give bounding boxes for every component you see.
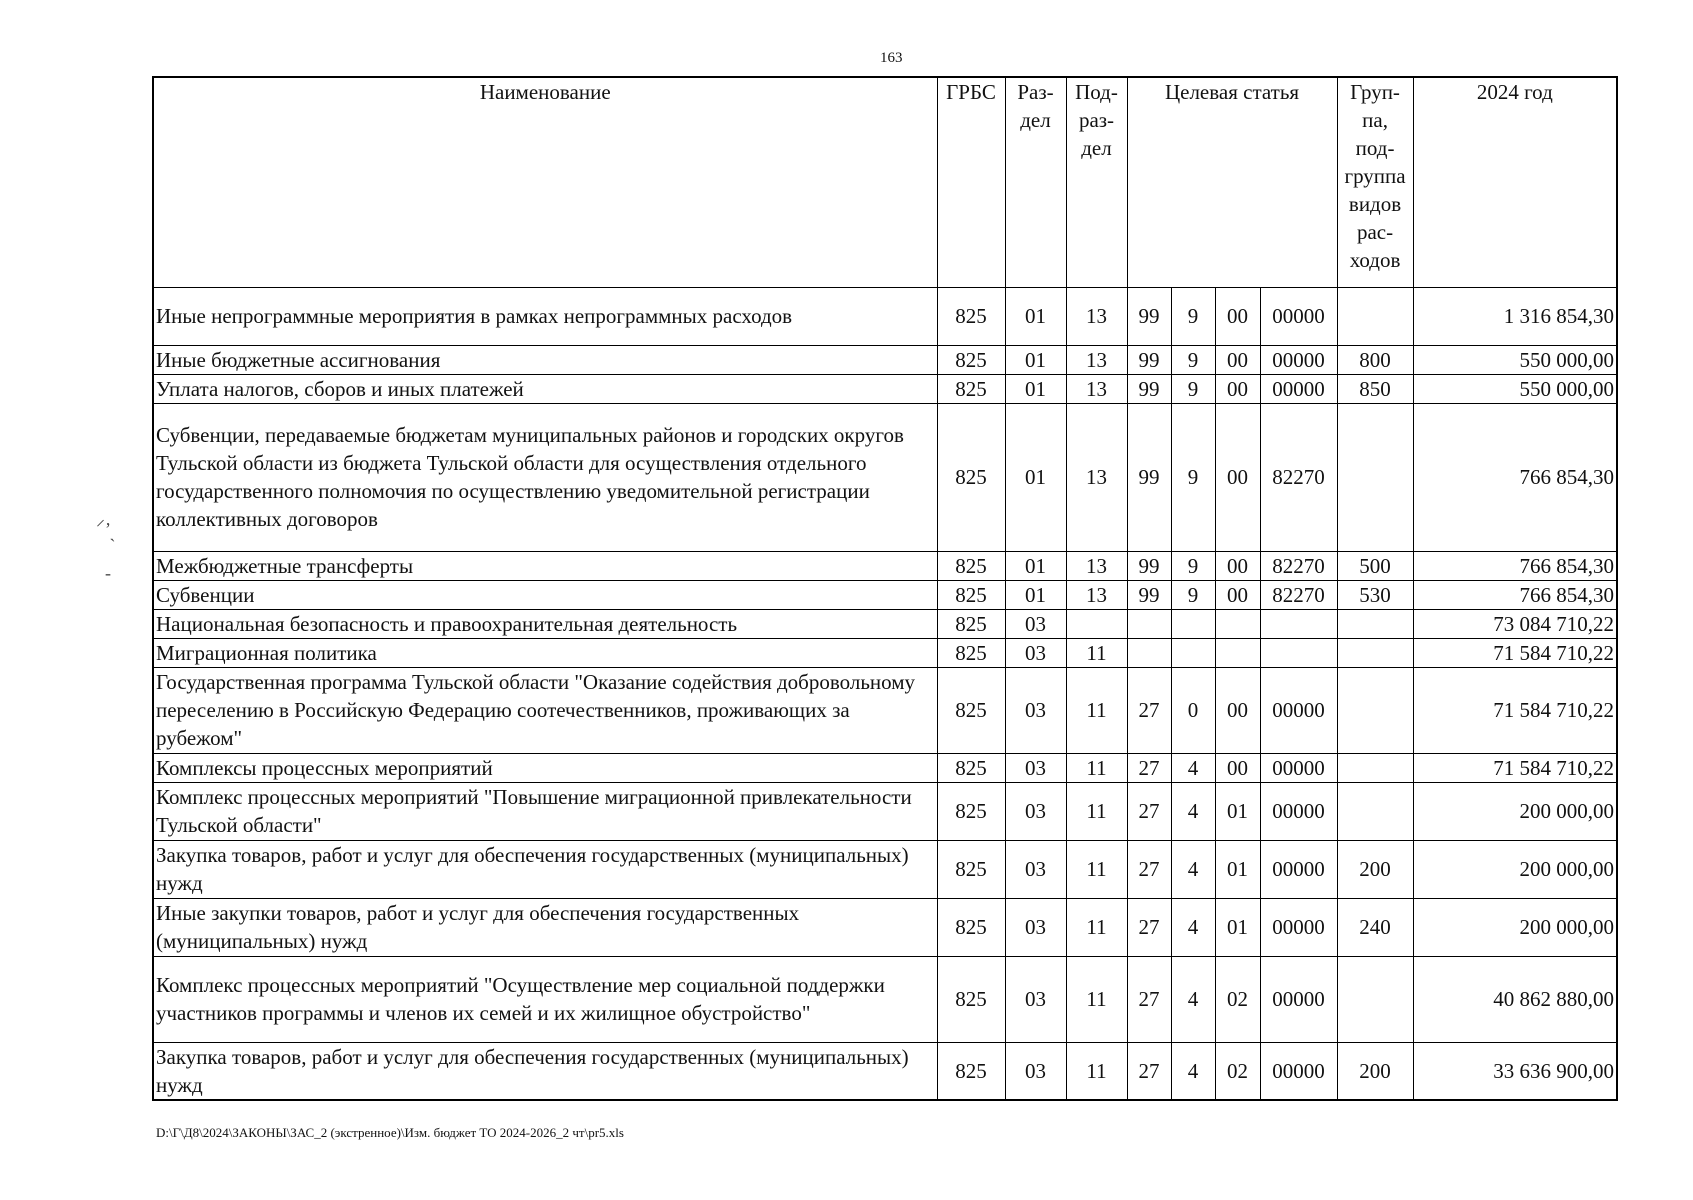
row-name: Уплата налогов, сборов и иных платежей xyxy=(153,374,937,403)
row-podrazdel: 13 xyxy=(1066,580,1127,609)
row-target-direction: 00000 xyxy=(1260,840,1337,898)
row-target-subprogram: 4 xyxy=(1171,1042,1215,1100)
row-razdel: 03 xyxy=(1005,782,1066,840)
row-razdel: 03 xyxy=(1005,753,1066,782)
row-target-program: 99 xyxy=(1127,551,1171,580)
table-row xyxy=(153,374,1617,403)
table-row xyxy=(153,667,1617,753)
row-amount: 1 316 854,30 xyxy=(1413,287,1617,345)
row-amount: 73 084 710,22 xyxy=(1413,609,1617,638)
row-target-subprogram: 4 xyxy=(1171,753,1215,782)
row-expense-group: 200 xyxy=(1337,840,1413,898)
row-expense-group: 500 xyxy=(1337,551,1413,580)
row-amount: 40 862 880,00 xyxy=(1413,956,1617,1042)
row-target-program: 27 xyxy=(1127,956,1171,1042)
row-expense-group: 850 xyxy=(1337,374,1413,403)
row-name: Иные непрограммные мероприятия в рамках непрограммных расходов xyxy=(153,287,937,345)
row-target-subprogram: 9 xyxy=(1171,551,1215,580)
row-razdel: 01 xyxy=(1005,345,1066,374)
row-target-event: 01 xyxy=(1215,840,1260,898)
row-amount: 33 636 900,00 xyxy=(1413,1042,1617,1100)
row-target-subprogram: 4 xyxy=(1171,898,1215,956)
header-razdel: Раз- дел xyxy=(1005,77,1066,287)
row-target-direction: 82270 xyxy=(1260,403,1337,551)
row-podrazdel: 13 xyxy=(1066,403,1127,551)
row-amount: 766 854,30 xyxy=(1413,551,1617,580)
row-expense-group xyxy=(1337,956,1413,1042)
row-razdel: 01 xyxy=(1005,403,1066,551)
row-target-subprogram: 9 xyxy=(1171,345,1215,374)
row-razdel: 03 xyxy=(1005,609,1066,638)
row-target-direction: 00000 xyxy=(1260,898,1337,956)
row-name: Комплекс процессных мероприятий "Повышение миграционной привлекательности Тульской области" xyxy=(153,782,937,840)
table-body xyxy=(153,287,1617,1100)
row-target-event xyxy=(1215,638,1260,667)
row-target-direction xyxy=(1260,609,1337,638)
row-amount: 766 854,30 xyxy=(1413,580,1617,609)
row-target-event: 00 xyxy=(1215,580,1260,609)
row-target-event: 00 xyxy=(1215,667,1260,753)
row-target-subprogram: 9 xyxy=(1171,374,1215,403)
row-podrazdel: 11 xyxy=(1066,753,1127,782)
row-razdel: 03 xyxy=(1005,840,1066,898)
row-podrazdel: 11 xyxy=(1066,1042,1127,1100)
row-razdel: 03 xyxy=(1005,667,1066,753)
table-row xyxy=(153,609,1617,638)
row-expense-group xyxy=(1337,287,1413,345)
row-target-direction: 82270 xyxy=(1260,551,1337,580)
row-expense-group xyxy=(1337,753,1413,782)
row-name: Субвенции, передаваемые бюджетам муниципальных районов и городских округов Тульской области из бюджета Тульской области для осуществления отдельного государственного полномочия по осуществлению уведомительной регистрации коллективных договоров xyxy=(153,403,937,551)
budget-table xyxy=(152,76,1618,1101)
row-amount: 550 000,00 xyxy=(1413,374,1617,403)
row-grbs: 825 xyxy=(937,345,1005,374)
row-target-event xyxy=(1215,609,1260,638)
row-target-event: 00 xyxy=(1215,374,1260,403)
row-target-subprogram xyxy=(1171,638,1215,667)
row-name: Иные закупки товаров, работ и услуг для обеспечения государственных (муниципальных) нужд xyxy=(153,898,937,956)
row-razdel: 01 xyxy=(1005,580,1066,609)
row-expense-group: 200 xyxy=(1337,1042,1413,1100)
row-name: Закупка товаров, работ и услуг для обеспечения государственных (муниципальных) нужд xyxy=(153,1042,937,1100)
row-target-subprogram: 9 xyxy=(1171,403,1215,551)
row-target-program: 27 xyxy=(1127,753,1171,782)
row-name: Комплекс процессных мероприятий "Осуществление мер социальной поддержки участников программы и членов их семей и их жилищное обустройство" xyxy=(153,956,937,1042)
table-row xyxy=(153,782,1617,840)
header-year: 2024 год xyxy=(1413,77,1617,287)
row-expense-group xyxy=(1337,782,1413,840)
row-grbs: 825 xyxy=(937,898,1005,956)
row-expense-group xyxy=(1337,667,1413,753)
row-grbs: 825 xyxy=(937,638,1005,667)
row-name: Субвенции xyxy=(153,580,937,609)
row-grbs: 825 xyxy=(937,1042,1005,1100)
row-target-direction: 00000 xyxy=(1260,782,1337,840)
row-target-program: 27 xyxy=(1127,782,1171,840)
page-number: 163 xyxy=(880,50,903,66)
row-razdel: 01 xyxy=(1005,551,1066,580)
row-target-event: 00 xyxy=(1215,403,1260,551)
row-name: Миграционная политика xyxy=(153,638,937,667)
row-razdel: 01 xyxy=(1005,374,1066,403)
row-target-program: 27 xyxy=(1127,667,1171,753)
header-group: Груп- па, под- группа видов рас- ходов xyxy=(1337,77,1413,287)
row-podrazdel: 11 xyxy=(1066,898,1127,956)
row-expense-group xyxy=(1337,609,1413,638)
row-grbs: 825 xyxy=(937,782,1005,840)
row-target-event: 02 xyxy=(1215,956,1260,1042)
row-name: Комплексы процессных мероприятий xyxy=(153,753,937,782)
row-grbs: 825 xyxy=(937,667,1005,753)
row-expense-group xyxy=(1337,638,1413,667)
row-target-direction: 00000 xyxy=(1260,667,1337,753)
table-row xyxy=(153,345,1617,374)
row-razdel: 03 xyxy=(1005,638,1066,667)
row-amount: 200 000,00 xyxy=(1413,782,1617,840)
row-target-program xyxy=(1127,609,1171,638)
row-podrazdel: 11 xyxy=(1066,667,1127,753)
row-target-event: 00 xyxy=(1215,753,1260,782)
row-grbs: 825 xyxy=(937,840,1005,898)
row-target-event: 01 xyxy=(1215,782,1260,840)
row-grbs: 825 xyxy=(937,403,1005,551)
row-target-direction: 00000 xyxy=(1260,956,1337,1042)
table-row xyxy=(153,898,1617,956)
row-target-subprogram: 4 xyxy=(1171,782,1215,840)
row-target-subprogram: 0 xyxy=(1171,667,1215,753)
table-row xyxy=(153,287,1617,345)
row-target-direction: 00000 xyxy=(1260,287,1337,345)
row-target-program: 99 xyxy=(1127,287,1171,345)
table-row xyxy=(153,551,1617,580)
row-target-program: 27 xyxy=(1127,898,1171,956)
row-podrazdel xyxy=(1066,609,1127,638)
row-expense-group: 800 xyxy=(1337,345,1413,374)
row-target-event: 01 xyxy=(1215,898,1260,956)
row-target-direction xyxy=(1260,638,1337,667)
row-target-program: 27 xyxy=(1127,840,1171,898)
row-target-event: 00 xyxy=(1215,287,1260,345)
table-row xyxy=(153,753,1617,782)
row-target-program xyxy=(1127,638,1171,667)
row-razdel: 01 xyxy=(1005,287,1066,345)
row-razdel: 03 xyxy=(1005,898,1066,956)
header-podrazdel: Под- раз- дел xyxy=(1066,77,1127,287)
table-row xyxy=(153,638,1617,667)
row-target-subprogram: 9 xyxy=(1171,580,1215,609)
row-target-event: 02 xyxy=(1215,1042,1260,1100)
row-name: Закупка товаров, работ и услуг для обеспечения государственных (муниципальных) нужд xyxy=(153,840,937,898)
row-grbs: 825 xyxy=(937,753,1005,782)
row-target-direction: 00000 xyxy=(1260,345,1337,374)
row-name: Межбюджетные трансферты xyxy=(153,551,937,580)
row-podrazdel: 11 xyxy=(1066,638,1127,667)
row-podrazdel: 11 xyxy=(1066,782,1127,840)
header-grbs: ГРБС xyxy=(937,77,1005,287)
row-podrazdel: 13 xyxy=(1066,551,1127,580)
row-expense-group: 240 xyxy=(1337,898,1413,956)
row-target-program: 99 xyxy=(1127,403,1171,551)
row-target-direction: 82270 xyxy=(1260,580,1337,609)
row-amount: 71 584 710,22 xyxy=(1413,667,1617,753)
row-podrazdel: 13 xyxy=(1066,287,1127,345)
row-target-subprogram: 4 xyxy=(1171,840,1215,898)
row-grbs: 825 xyxy=(937,609,1005,638)
row-name: Национальная безопасность и правоохранительная деятельность xyxy=(153,609,937,638)
row-name: Государственная программа Тульской области "Оказание содействия добровольному переселению в Российскую Федерацию соотечественников, проживающих за рубежом" xyxy=(153,667,937,753)
row-amount: 766 854,30 xyxy=(1413,403,1617,551)
row-razdel: 03 xyxy=(1005,1042,1066,1100)
row-target-program: 99 xyxy=(1127,580,1171,609)
table-row xyxy=(153,840,1617,898)
row-target-program: 99 xyxy=(1127,345,1171,374)
table-row xyxy=(153,403,1617,551)
row-podrazdel: 11 xyxy=(1066,840,1127,898)
row-target-program: 27 xyxy=(1127,1042,1171,1100)
row-podrazdel: 11 xyxy=(1066,956,1127,1042)
row-amount: 200 000,00 xyxy=(1413,840,1617,898)
row-amount: 71 584 710,22 xyxy=(1413,638,1617,667)
row-expense-group: 530 xyxy=(1337,580,1413,609)
row-target-direction: 00000 xyxy=(1260,374,1337,403)
table-row xyxy=(153,580,1617,609)
row-grbs: 825 xyxy=(937,956,1005,1042)
row-target-direction: 00000 xyxy=(1260,1042,1337,1100)
row-target-direction: 00000 xyxy=(1260,753,1337,782)
row-amount: 71 584 710,22 xyxy=(1413,753,1617,782)
row-amount: 550 000,00 xyxy=(1413,345,1617,374)
row-name: Иные бюджетные ассигнования xyxy=(153,345,937,374)
margin-pen-marks: ⸝‚ ˴ ‐ xyxy=(96,509,116,583)
table-header-row xyxy=(153,77,1617,287)
header-name: Наименование xyxy=(153,77,937,287)
row-podrazdel: 13 xyxy=(1066,345,1127,374)
table-row xyxy=(153,1042,1617,1100)
row-expense-group xyxy=(1337,403,1413,551)
row-target-subprogram: 9 xyxy=(1171,287,1215,345)
row-target-subprogram: 4 xyxy=(1171,956,1215,1042)
row-target-event: 00 xyxy=(1215,345,1260,374)
row-target-event: 00 xyxy=(1215,551,1260,580)
header-target: Целевая статья xyxy=(1127,77,1337,287)
row-razdel: 03 xyxy=(1005,956,1066,1042)
row-amount: 200 000,00 xyxy=(1413,898,1617,956)
row-grbs: 825 xyxy=(937,287,1005,345)
file-path-footer: D:\Г\Д8\2024\ЗАКОНЫ\ЗАС_2 (экстренное)\Изм. бюджет ТО 2024-2026_2 чт\pr5.xls xyxy=(156,1125,624,1140)
row-target-program: 99 xyxy=(1127,374,1171,403)
row-target-subprogram xyxy=(1171,609,1215,638)
row-podrazdel: 13 xyxy=(1066,374,1127,403)
row-grbs: 825 xyxy=(937,580,1005,609)
row-grbs: 825 xyxy=(937,551,1005,580)
table-row xyxy=(153,956,1617,1042)
row-grbs: 825 xyxy=(937,374,1005,403)
